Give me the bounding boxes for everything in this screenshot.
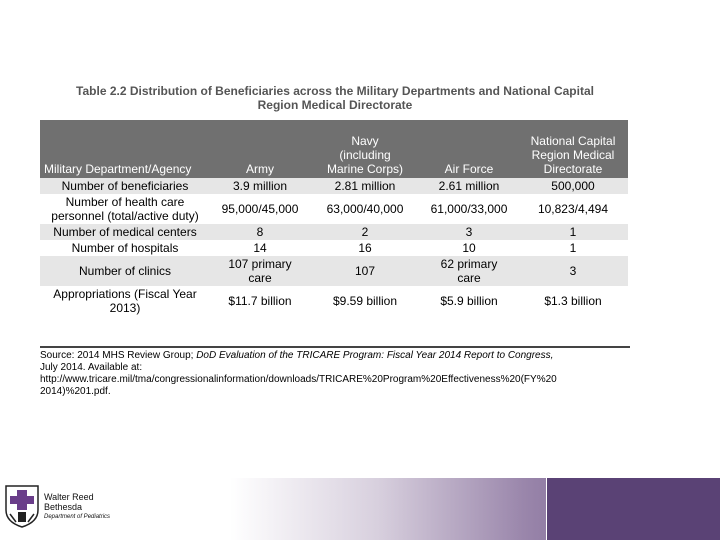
table-body [40, 178, 628, 316]
table-cell [310, 194, 420, 224]
column-header-line: Region Medical [531, 148, 615, 162]
table-cell-line: 61,000/33,000 [430, 202, 508, 216]
table-cell [518, 178, 628, 194]
row-label [40, 240, 210, 256]
column-header-line: Military Department/Agency [44, 162, 192, 176]
column-header-line: Navy [351, 134, 379, 148]
column-header-line: Marine Corps) [326, 162, 404, 176]
table-cell-line: $11.7 billion [228, 294, 292, 308]
table-cell-line: 10 [462, 241, 476, 255]
table-cell [210, 194, 310, 224]
table-cell [210, 178, 310, 194]
table-header-row [40, 120, 628, 178]
table-cell [518, 286, 628, 316]
row-label-line: Number of beneficiaries [61, 179, 189, 193]
column-header [518, 120, 628, 178]
row-label-line: personnel (total/active duty) [51, 209, 199, 223]
table-cell [310, 256, 420, 286]
table-cell-line: $5.9 billion [440, 294, 498, 308]
source-url-end[interactable]: 2014)%201.pdf. [40, 386, 111, 397]
source-line-1 [40, 350, 630, 362]
column-header-line: Directorate [543, 162, 603, 176]
column-header-line: Army [246, 162, 274, 176]
table-row [40, 178, 628, 194]
table-cell [420, 194, 518, 224]
table-cell-line: 3 [569, 264, 577, 278]
table-cell-line: care [248, 271, 272, 285]
column-header-line: National Capital [530, 134, 616, 148]
table-cell-line: 95,000/45,000 [221, 202, 299, 216]
table-cell-line: care [457, 271, 481, 285]
table-cell [518, 240, 628, 256]
row-label [40, 256, 210, 286]
table-cell [420, 240, 518, 256]
column-header-line: Air Force [444, 162, 494, 176]
table-title-line-1: Table 2.2 Distribution of Beneficiaries across the Military Departments and National Capital [76, 84, 594, 98]
table-cell-line: 3.9 million [232, 179, 288, 193]
row-label [40, 286, 210, 316]
table-row [40, 224, 628, 240]
row-label-line: Number of clinics [78, 264, 172, 278]
row-label [40, 224, 210, 240]
table-cell-line: 2.61 million [438, 179, 500, 193]
table-cell [210, 224, 310, 240]
table-cell-line: 63,000/40,000 [326, 202, 404, 216]
column-header [310, 120, 420, 178]
logo-name-line-2: Bethesda [44, 502, 83, 512]
table-cell-line: 8 [256, 225, 264, 239]
table-cell [420, 256, 518, 286]
column-header-line: (including [339, 148, 391, 162]
table-cell [420, 286, 518, 316]
table-cell [420, 178, 518, 194]
source-prefix: Source: 2014 MHS Review Group; [40, 350, 197, 361]
table-cell [210, 286, 310, 316]
table-title-line-2: Region Medical Directorate [257, 98, 413, 112]
table-cell [310, 224, 420, 240]
table-row [40, 240, 628, 256]
column-header [210, 120, 310, 178]
table-cell-line: $9.59 billion [332, 294, 398, 308]
row-label-line: Number of health care [65, 195, 185, 209]
table-row [40, 256, 628, 286]
logo-name-line-1: Walter Reed [44, 492, 94, 502]
footer-purple-block [546, 478, 720, 540]
table-cell-line: 3 [465, 225, 473, 239]
table-cell-line: 14 [253, 241, 267, 255]
logo-wordmark [44, 492, 110, 522]
walter-reed-crest-icon [4, 484, 40, 528]
source-line-2: July 2014. Available at: [40, 362, 143, 373]
table-cell [210, 256, 310, 286]
row-label-line: 2013) [109, 301, 141, 315]
table-cell-line: 2 [361, 225, 369, 239]
row-label-line: Number of hospitals [71, 241, 179, 255]
table-title [40, 84, 630, 112]
table-cell [518, 224, 628, 240]
table-cell-line: $1.3 billion [544, 294, 602, 308]
source-note [40, 346, 630, 398]
row-label-line: Appropriations (Fiscal Year [53, 287, 197, 301]
table-cell-line: 1 [569, 241, 577, 255]
table-cell [210, 240, 310, 256]
table-cell [518, 194, 628, 224]
table-cell [310, 178, 420, 194]
table-row [40, 194, 628, 224]
source-url[interactable]: http://www.tricare.mil/tma/congressionalinformation/downloads/TRICARE%20Program%20Effectiveness%20(FY%20 [40, 374, 557, 385]
table-cell-line: 500,000 [551, 179, 595, 193]
table-cell [420, 224, 518, 240]
column-header [40, 120, 210, 178]
table-cell [310, 286, 420, 316]
row-label [40, 178, 210, 194]
source-report-title: DoD Evaluation of the TRICARE Program: Fiscal Year 2014 Report to Congress, [196, 350, 554, 361]
table-cell-line: 107 [354, 264, 376, 278]
table-cell [518, 256, 628, 286]
table-row [40, 286, 628, 316]
table-cell-line: 16 [358, 241, 372, 255]
row-label-line: Number of medical centers [53, 225, 197, 239]
table-cell-line: 1 [569, 225, 577, 239]
table-cell-line: 107 primary [228, 257, 292, 271]
row-label [40, 194, 210, 224]
beneficiaries-table [40, 120, 628, 316]
table-cell-line: 10,823/4,494 [537, 202, 609, 216]
logo-department: Department of Pediatrics [44, 514, 111, 520]
table-cell-line: 62 primary [440, 257, 498, 271]
table-cell-line: 2.81 million [334, 179, 396, 193]
column-header [420, 120, 518, 178]
footer-band [0, 478, 720, 540]
table-cell [310, 240, 420, 256]
